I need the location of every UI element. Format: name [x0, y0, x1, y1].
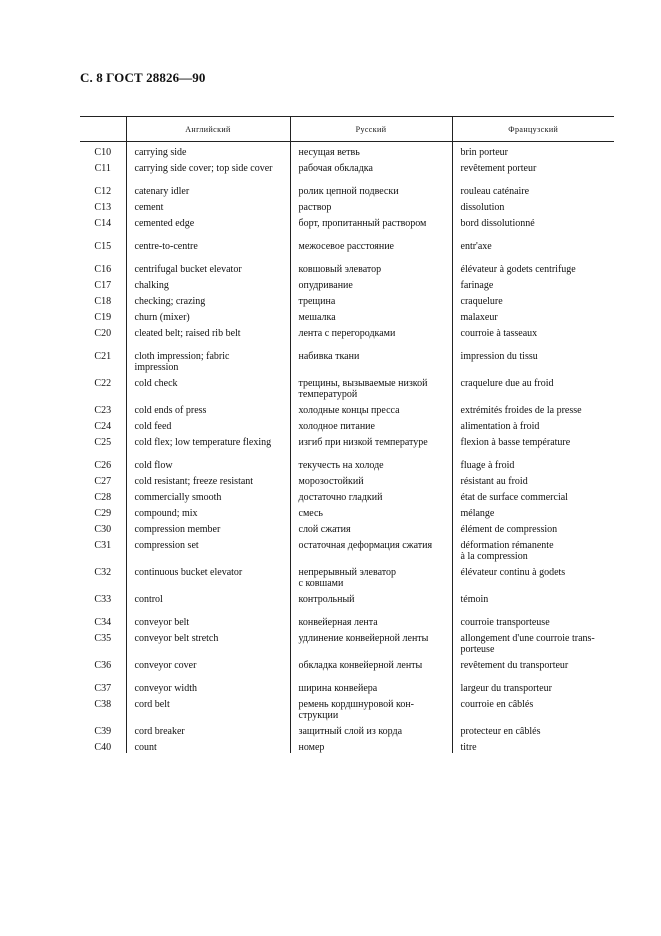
term-french-cell [452, 323, 614, 339]
table-row [80, 471, 614, 487]
term-russian-cell [290, 307, 452, 323]
term-code: C38 [94, 699, 112, 710]
term-code-cell [80, 671, 126, 694]
term-russian: слой сжатия [298, 524, 351, 535]
term-french: craquelure [460, 296, 503, 307]
term-russian-cell [290, 471, 452, 487]
term-english: cloth impression; fabric impression [134, 351, 230, 373]
term-french: entr'axe [460, 241, 492, 252]
term-code-cell [80, 291, 126, 307]
term-english-cell [126, 519, 290, 535]
table-row [80, 275, 614, 291]
term-russian: несущая ветвь [298, 147, 360, 158]
term-french-cell [452, 197, 614, 213]
term-russian: обкладка конвейерной ленты [298, 660, 423, 671]
term-english: conveyor belt [134, 617, 190, 628]
table-row [80, 589, 614, 605]
term-english: conveyor cover [134, 660, 197, 671]
term-russian-cell [290, 400, 452, 416]
term-code-cell [80, 721, 126, 737]
term-french-cell [452, 373, 614, 400]
term-code: C26 [94, 460, 112, 471]
term-english-cell [126, 158, 290, 174]
term-french: élévateur à godets centrifuge [460, 264, 576, 275]
term-code-cell [80, 400, 126, 416]
term-code-cell [80, 655, 126, 671]
term-russian: ковшовый элеватор [298, 264, 382, 275]
term-code: C37 [94, 683, 112, 694]
term-code-cell [80, 229, 126, 252]
term-russian: достаточно гладкий [298, 492, 383, 503]
table-row [80, 197, 614, 213]
term-code: C11 [94, 163, 111, 174]
term-french: rouleau caténaire [460, 186, 530, 197]
term-code: C36 [94, 660, 112, 671]
term-code-cell [80, 174, 126, 197]
term-code: C33 [94, 594, 112, 605]
term-english: count [134, 742, 157, 753]
term-french: bord dissolutionné [460, 218, 535, 229]
table-row [80, 142, 614, 159]
term-french-cell [452, 158, 614, 174]
term-english-cell [126, 589, 290, 605]
term-code: C13 [94, 202, 112, 213]
term-english-cell [126, 471, 290, 487]
term-english: centrifugal bucket elevator [134, 264, 242, 275]
term-code-cell [80, 562, 126, 589]
term-english-cell [126, 655, 290, 671]
term-french-cell [452, 174, 614, 197]
term-russian-cell [290, 448, 452, 471]
term-russian-cell [290, 197, 452, 213]
term-russian: межосевое расстояние [298, 241, 394, 252]
term-code: C31 [94, 540, 112, 551]
term-english-cell [126, 339, 290, 373]
term-english: cord belt [134, 699, 170, 710]
term-code-cell [80, 628, 126, 655]
term-french: flexion à basse température [460, 437, 571, 448]
term-english-cell [126, 605, 290, 628]
page-header: С. 8 ГОСТ 28826—90 [80, 70, 206, 85]
term-english-cell [126, 487, 290, 503]
term-french-cell [452, 307, 614, 323]
term-code-cell [80, 432, 126, 448]
term-code: C15 [94, 241, 112, 252]
table-row [80, 535, 614, 562]
term-french: impression du tissu [460, 351, 538, 362]
term-english-cell [126, 562, 290, 589]
term-russian-cell [290, 373, 452, 400]
term-english: centre-to-centre [134, 241, 198, 252]
term-code: C22 [94, 378, 112, 389]
term-english-cell [126, 373, 290, 400]
term-code: C27 [94, 476, 112, 487]
term-russian-cell [290, 694, 452, 721]
term-code-cell [80, 503, 126, 519]
term-code-cell [80, 213, 126, 229]
term-english-cell [126, 416, 290, 432]
term-french-cell [452, 229, 614, 252]
term-russian: непрерывный элеватор с ковшами [298, 567, 396, 589]
term-english-cell [126, 197, 290, 213]
term-french-cell [452, 737, 614, 753]
term-french-cell [452, 339, 614, 373]
term-russian-cell [290, 323, 452, 339]
term-english: cold check [134, 378, 178, 389]
term-russian: ширина конвейера [298, 683, 378, 694]
term-russian: морозостойкий [298, 476, 364, 487]
term-russian-cell [290, 174, 452, 197]
term-russian: изгиб при низкой температуре [298, 437, 428, 448]
term-french-cell [452, 535, 614, 562]
term-russian: смесь [298, 508, 323, 519]
term-english: cold flow [134, 460, 173, 471]
term-english: commercially smooth [134, 492, 222, 503]
term-english: continuous bucket elevator [134, 567, 243, 578]
term-english: cement [134, 202, 164, 213]
term-code-cell [80, 142, 126, 159]
term-russian: номер [298, 742, 325, 753]
term-russian-cell [290, 213, 452, 229]
term-english: compression set [134, 540, 199, 551]
term-french-cell [452, 562, 614, 589]
term-code-cell [80, 471, 126, 487]
term-english: cold ends of press [134, 405, 207, 416]
term-russian-cell [290, 291, 452, 307]
term-russian-cell [290, 628, 452, 655]
term-code: C23 [94, 405, 112, 416]
term-english-cell [126, 323, 290, 339]
term-code: C24 [94, 421, 112, 432]
term-english-cell [126, 671, 290, 694]
term-english-cell [126, 721, 290, 737]
table-row [80, 655, 614, 671]
term-code-cell [80, 519, 126, 535]
term-english: cemented edge [134, 218, 195, 229]
term-code-cell [80, 158, 126, 174]
term-russian-cell [290, 655, 452, 671]
table-row [80, 174, 614, 197]
term-russian-cell [290, 252, 452, 275]
term-code-cell [80, 307, 126, 323]
column-header-code [80, 117, 126, 142]
term-french: élévateur continu à godets [460, 567, 566, 578]
term-russian: защитный слой из корда [298, 726, 403, 737]
term-english: control [134, 594, 163, 605]
table-row [80, 562, 614, 589]
term-french-cell [452, 694, 614, 721]
table-row [80, 671, 614, 694]
term-russian-cell [290, 432, 452, 448]
column-header-russian: Русский [290, 117, 452, 142]
table-row [80, 416, 614, 432]
table-row [80, 323, 614, 339]
term-french-cell [452, 503, 614, 519]
term-english-cell [126, 628, 290, 655]
term-english: compression member [134, 524, 221, 535]
term-russian-cell [290, 229, 452, 252]
term-code: C14 [94, 218, 112, 229]
term-english-cell [126, 229, 290, 252]
term-code: C34 [94, 617, 112, 628]
term-french: malaxeur [460, 312, 498, 323]
table-row [80, 158, 614, 174]
term-russian: ремень кордшнуровой кон- струкции [298, 699, 415, 721]
term-french: élément de compression [460, 524, 558, 535]
term-french: revêtement du transporteur [460, 660, 569, 671]
term-french: craquelure due au froid [460, 378, 554, 389]
term-russian-cell [290, 158, 452, 174]
term-russian: холодные концы пресса [298, 405, 400, 416]
table-row [80, 721, 614, 737]
term-russian: трещина [298, 296, 336, 307]
term-code: C28 [94, 492, 112, 503]
term-french: fluage à froid [460, 460, 515, 471]
term-code-cell [80, 373, 126, 400]
term-english-cell [126, 694, 290, 721]
term-code: C19 [94, 312, 112, 323]
term-english: cold feed [134, 421, 172, 432]
term-english: carrying side cover; top side cover [134, 163, 273, 174]
term-code-cell [80, 339, 126, 373]
term-english: churn (mixer) [134, 312, 190, 323]
term-english: cleated belt; raised rib belt [134, 328, 241, 339]
table-row [80, 519, 614, 535]
term-code-cell [80, 275, 126, 291]
term-english-cell [126, 291, 290, 307]
term-english-cell [126, 432, 290, 448]
term-russian-cell [290, 339, 452, 373]
term-code: C10 [94, 147, 112, 158]
table-row [80, 400, 614, 416]
term-french: allongement d'une courroie trans- porteuse [460, 633, 595, 655]
term-russian-cell [290, 416, 452, 432]
term-french-cell [452, 448, 614, 471]
glossary-table [80, 116, 614, 753]
term-code: C18 [94, 296, 112, 307]
term-french: courroie transporteuse [460, 617, 550, 628]
term-french: alimentation à froid [460, 421, 540, 432]
term-french: mélange [460, 508, 495, 519]
term-english-cell [126, 503, 290, 519]
term-code: C40 [94, 742, 112, 753]
term-english: cord breaker [134, 726, 185, 737]
term-code-cell [80, 535, 126, 562]
term-english: compound; mix [134, 508, 198, 519]
term-code: C29 [94, 508, 112, 519]
term-french-cell [452, 275, 614, 291]
table-row [80, 252, 614, 275]
term-french: déformation rémanente à la compression [460, 540, 554, 562]
term-code-cell [80, 197, 126, 213]
term-russian-cell [290, 721, 452, 737]
term-english: carrying side [134, 147, 187, 158]
term-russian-cell [290, 737, 452, 753]
term-english-cell [126, 448, 290, 471]
table-row [80, 307, 614, 323]
table-row [80, 229, 614, 252]
table-header [80, 117, 614, 142]
table-row [80, 694, 614, 721]
term-french: témoin [460, 594, 489, 605]
term-english-cell [126, 174, 290, 197]
term-english: chalking [134, 280, 169, 291]
term-code-cell [80, 605, 126, 628]
term-russian: конвейерная лента [298, 617, 378, 628]
term-russian: текучесть на холоде [298, 460, 384, 471]
term-russian-cell [290, 562, 452, 589]
term-french-cell [452, 671, 614, 694]
term-russian-cell [290, 589, 452, 605]
term-russian-cell [290, 142, 452, 159]
table-row [80, 737, 614, 753]
term-english-cell [126, 535, 290, 562]
term-french-cell [452, 432, 614, 448]
term-french-cell [452, 291, 614, 307]
table-row [80, 503, 614, 519]
term-russian: мешалка [298, 312, 336, 323]
term-code-cell [80, 416, 126, 432]
term-code: C17 [94, 280, 112, 291]
table-row [80, 339, 614, 373]
term-code-cell [80, 589, 126, 605]
term-english: checking; crazing [134, 296, 206, 307]
term-french-cell [452, 487, 614, 503]
term-russian-cell [290, 487, 452, 503]
term-english-cell [126, 275, 290, 291]
term-code-cell [80, 323, 126, 339]
term-french: dissolution [460, 202, 505, 213]
term-russian: набивка ткани [298, 351, 360, 362]
term-french: courroie en câblés [460, 699, 534, 710]
term-code: C32 [94, 567, 112, 578]
table-row [80, 432, 614, 448]
term-code: C39 [94, 726, 112, 737]
term-french-cell [452, 628, 614, 655]
term-french: largeur du transporteur [460, 683, 552, 694]
table-body [80, 142, 614, 754]
term-english: conveyor width [134, 683, 197, 694]
term-french: brin porteur [460, 147, 508, 158]
term-russian: ролик цепной подвески [298, 186, 399, 197]
term-russian: раствор [298, 202, 332, 213]
term-russian-cell [290, 671, 452, 694]
term-french-cell [452, 721, 614, 737]
term-french-cell [452, 400, 614, 416]
column-header-english: Английский [126, 117, 290, 142]
term-french-cell [452, 655, 614, 671]
term-french-cell [452, 605, 614, 628]
term-code: C12 [94, 186, 112, 197]
table-row [80, 605, 614, 628]
term-french: état de surface commercial [460, 492, 568, 503]
term-english: conveyor belt stretch [134, 633, 219, 644]
term-english: cold flex; low temperature flexing [134, 437, 272, 448]
term-french: protecteur en câblés [460, 726, 541, 737]
table-row [80, 628, 614, 655]
term-russian-cell [290, 605, 452, 628]
term-french-cell [452, 589, 614, 605]
term-russian: опудривание [298, 280, 353, 291]
term-english-cell [126, 142, 290, 159]
table-row [80, 213, 614, 229]
term-french: farinage [460, 280, 494, 291]
term-code: C20 [94, 328, 112, 339]
table-row [80, 373, 614, 400]
term-french-cell [452, 213, 614, 229]
term-french: revêtement porteur [460, 163, 537, 174]
term-code: C30 [94, 524, 112, 535]
term-english-cell [126, 213, 290, 229]
term-english-cell [126, 307, 290, 323]
term-code: C25 [94, 437, 112, 448]
term-code-cell [80, 694, 126, 721]
term-code-cell [80, 448, 126, 471]
term-russian: лента с перегородками [298, 328, 396, 339]
term-english-cell [126, 252, 290, 275]
term-code: C21 [94, 351, 112, 362]
term-french: résistant au froid [460, 476, 528, 487]
term-french-cell [452, 471, 614, 487]
term-french-cell [452, 519, 614, 535]
term-russian: трещины, вызываемые низкой температурой [298, 378, 428, 400]
term-russian: удлинение конвейерной ленты [298, 633, 429, 644]
term-russian-cell [290, 519, 452, 535]
term-english: catenary idler [134, 186, 190, 197]
term-russian: холодное питание [298, 421, 375, 432]
term-russian: контрольный [298, 594, 355, 605]
term-english-cell [126, 400, 290, 416]
term-french: extrémités froides de la presse [460, 405, 582, 416]
term-russian-cell [290, 503, 452, 519]
term-russian: борт, пропитанный раствором [298, 218, 427, 229]
term-russian: рабочая обкладка [298, 163, 373, 174]
table-row [80, 487, 614, 503]
term-russian-cell [290, 535, 452, 562]
column-header-french: Французский [452, 117, 614, 142]
term-code-cell [80, 737, 126, 753]
term-french-cell [452, 252, 614, 275]
term-code-cell [80, 252, 126, 275]
term-code: C35 [94, 633, 112, 644]
term-russian: остаточная деформация сжатия [298, 540, 433, 551]
table-row [80, 448, 614, 471]
term-french-cell [452, 416, 614, 432]
term-code-cell [80, 487, 126, 503]
term-english: cold resistant; freeze resistant [134, 476, 254, 487]
table-row [80, 291, 614, 307]
term-french: courroie à tasseaux [460, 328, 538, 339]
term-french-cell [452, 142, 614, 159]
term-code: C16 [94, 264, 112, 275]
term-english-cell [126, 737, 290, 753]
term-french: titre [460, 742, 477, 753]
term-russian-cell [290, 275, 452, 291]
